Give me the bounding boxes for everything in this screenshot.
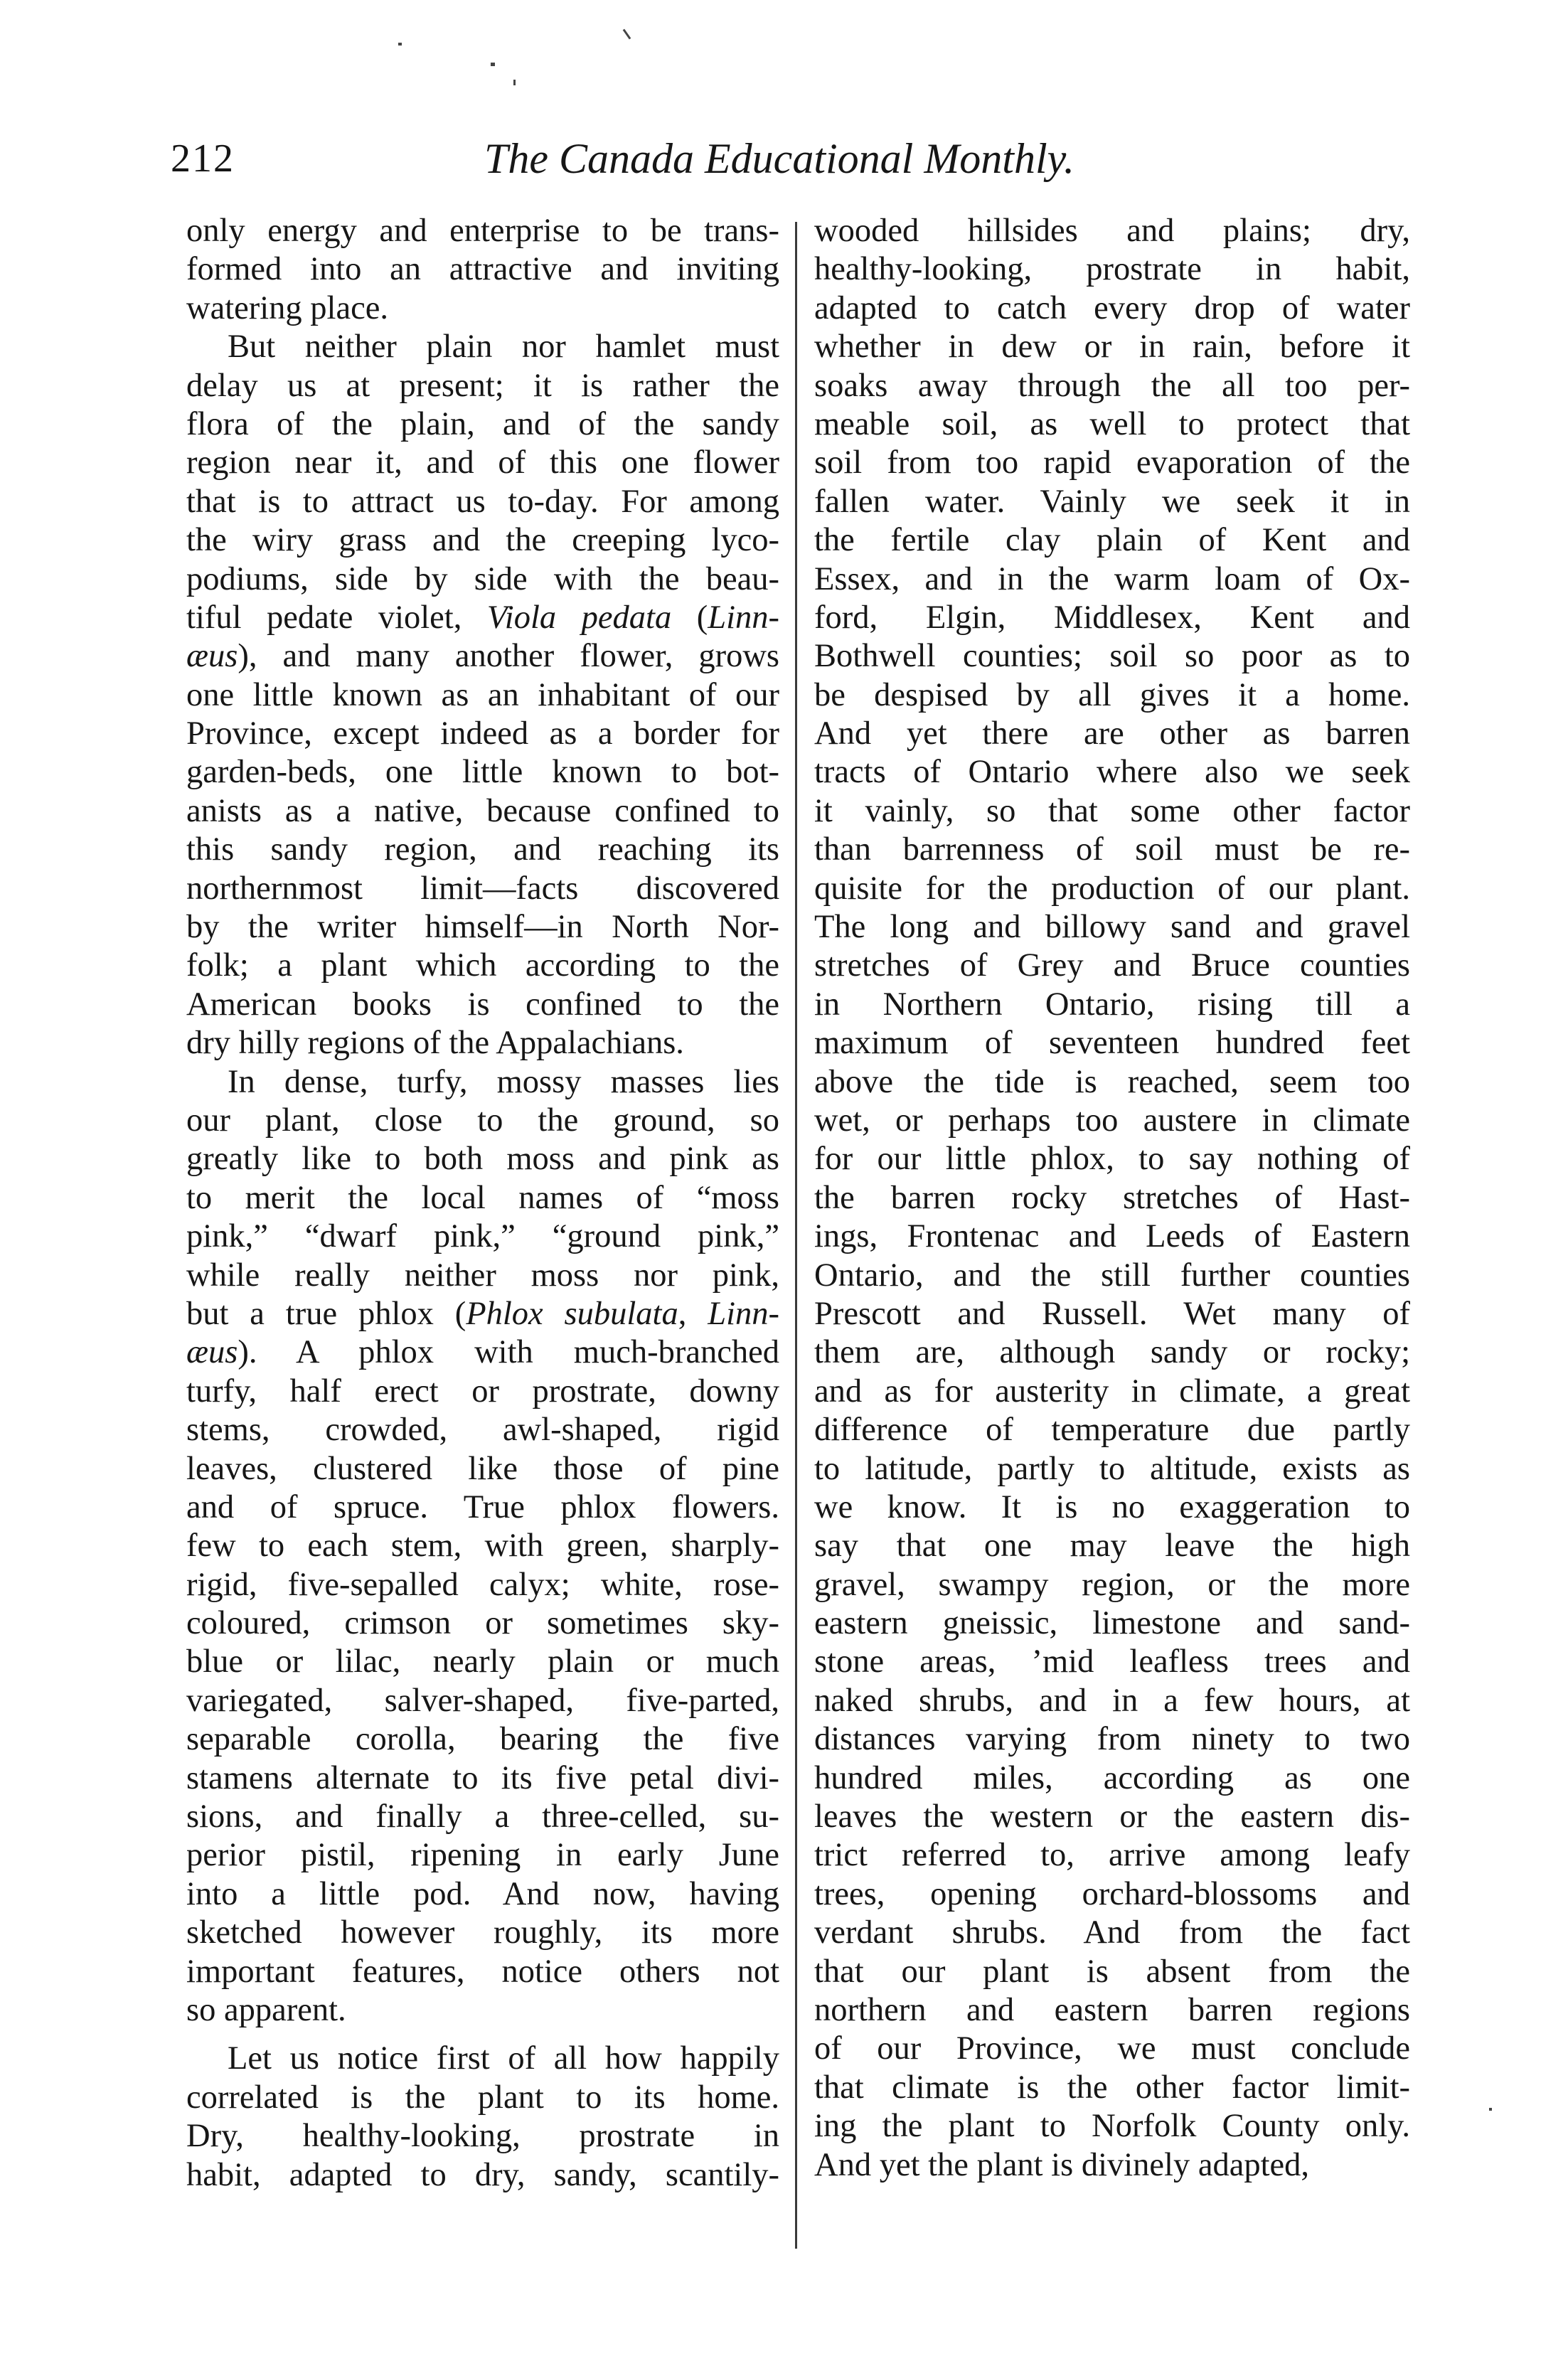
left-column-text-line: anists as a native, because confined to: [186, 792, 779, 829]
left-column-text-line: coloured, crimson or sometimes sky-: [186, 1605, 779, 1642]
scan-speck: [623, 29, 631, 40]
right-column-text-line: whether in dew or in rain, before it: [814, 329, 1410, 366]
left-column-text-line: æus), and many another flower, grows: [186, 638, 779, 675]
left-column-text-line: greatly like to both moss and pink as: [186, 1141, 779, 1178]
left-column-text-line: stamens alternate to its five petal divi-: [186, 1759, 779, 1796]
right-column-text-line: trict referred to, arrive among leafy: [814, 1837, 1410, 1874]
left-column-text-line: the wiry grass and the creeping lyco-: [186, 522, 779, 559]
left-column-text-line: habit, adapted to dry, sandy, scantily-: [186, 2156, 779, 2193]
right-column-text-line: them are, although sandy or rocky;: [814, 1334, 1410, 1371]
left-column-text-line: Let us notice first of all how happily: [228, 2040, 779, 2077]
left-column-text-line: into a little pod. And now, having: [186, 1875, 779, 1912]
right-column-text-line: it vainly, so that some other factor: [814, 792, 1410, 829]
left-column-text-line: pink,” “dwarf pink,” “ground pink,”: [186, 1218, 779, 1255]
column-divider: [795, 222, 797, 2249]
right-column-text-line: And yet there are other as barren: [814, 715, 1410, 752]
right-column-text-line: ings, Frontenac and Leeds of Eastern: [814, 1218, 1410, 1255]
left-column-text-line: garden-beds, one little known to bot-: [186, 754, 779, 791]
right-column-text-line: and as for austerity in climate, a great: [814, 1373, 1410, 1410]
right-column-text-line: maximum of seventeen hundred feet: [814, 1025, 1410, 1062]
left-column-text-line: important features, notice others not: [186, 1953, 779, 1990]
left-column-text-line: rigid, five-sepalled calyx; white, rose-: [186, 1566, 779, 1603]
right-column-text-line: ing the plant to Norfolk County only.: [814, 2108, 1410, 2145]
left-column-text-line: Province, except indeed as a border for: [186, 715, 779, 752]
scan-speck: [1489, 2108, 1492, 2111]
right-column-text-line: ford, Elgin, Middlesex, Kent and: [814, 599, 1410, 636]
right-column-text-line: Prescott and Russell. Wet many of: [814, 1295, 1410, 1332]
left-column-text-line: by the writer himself—in North Nor-: [186, 909, 779, 946]
left-column-text-line: formed into an attractive and inviting: [186, 251, 779, 288]
left-column-text-line: region near it, and of this one flower: [186, 444, 779, 481]
right-column-text-line: Essex, and in the warm loam of Ox-: [814, 560, 1410, 597]
left-column-text-line: one little known as an inhabitant of our: [186, 676, 779, 713]
running-title: The Canada Educational Monthly.: [484, 135, 1074, 182]
left-column-text-line: turfy, half erect or prostrate, downy: [186, 1373, 779, 1410]
right-column-text-line: hundred miles, according as one: [814, 1759, 1410, 1796]
right-column-text-line: adapted to catch every drop of water: [814, 289, 1410, 326]
left-column-text-line: to merit the local names of “moss: [186, 1179, 779, 1216]
left-column-text-line: few to each stem, with green, sharply-: [186, 1528, 779, 1565]
right-column-text-line: trees, opening orchard-blossoms and: [814, 1875, 1410, 1912]
right-column-text-line: stretches of Grey and Bruce counties: [814, 947, 1410, 984]
right-column-text-line: above the tide is reached, seem too: [814, 1063, 1410, 1100]
right-column-text-line: that our plant is absent from the: [814, 1953, 1410, 1990]
scan-speck: [398, 43, 402, 46]
scan-speck: [513, 80, 516, 85]
scan-speck: [491, 63, 495, 66]
right-column-text-line: the fertile clay plain of Kent and: [814, 522, 1410, 559]
left-column-text-line: æus). A phlox with much-branched: [186, 1334, 779, 1371]
right-column-text-line: the barren rocky stretches of Hast-: [814, 1179, 1410, 1216]
right-column-text-line: wet, or perhaps too austere in climate: [814, 1102, 1410, 1139]
right-column-text-line: say that one may leave the high: [814, 1528, 1410, 1565]
left-column-text-line: American books is confined to the: [186, 986, 779, 1023]
left-column-text-line: delay us at present; it is rather the: [186, 367, 779, 404]
right-column-text-line: Bothwell counties; soil so poor as to: [814, 638, 1410, 675]
right-column-text-line: soaks away through the all too per-: [814, 367, 1410, 404]
right-column-text-line: Ontario, and the still further counties: [814, 1257, 1410, 1294]
left-column-text-line: In dense, turfy, mossy masses lies: [228, 1063, 779, 1100]
left-column-text-line: perior pistil, ripening in early June: [186, 1837, 779, 1874]
left-column-text-line: tiful pedate violet, Viola pedata (Linn-: [186, 599, 779, 636]
right-column-text-line: gravel, swampy region, or the more: [814, 1566, 1410, 1603]
left-column-text-line: flora of the plain, and of the sandy: [186, 405, 779, 442]
right-column-text-line: verdant shrubs. And from the fact: [814, 1914, 1410, 1951]
left-column-text-line: while really neither moss nor pink,: [186, 1257, 779, 1294]
left-column-text-line: sions, and finally a three-celled, su-: [186, 1799, 779, 1835]
right-column-text-line: in Northern Ontario, rising till a: [814, 986, 1410, 1023]
right-column-text-line: difference of temperature due partly: [814, 1412, 1410, 1449]
right-column-text-line: meable soil, as well to protect that: [814, 405, 1410, 442]
right-column-text-line: than barrenness of soil must be re-: [814, 831, 1410, 868]
right-column-text-line: The long and billowy sand and gravel: [814, 909, 1410, 946]
right-column-text-line: wooded hillsides and plains; dry,: [814, 213, 1410, 249]
left-column-text-line: variegated, salver-shaped, five-parted,: [186, 1682, 779, 1719]
right-column-text-line: quisite for the production of our plant.: [814, 870, 1410, 907]
left-column-text-line: but a true phlox (Phlox subulata, Linn-: [186, 1295, 779, 1332]
right-column-text-line: soil from too rapid evaporation of the: [814, 444, 1410, 481]
left-column-text-line: But neither plain nor hamlet must: [228, 329, 779, 366]
right-column-text-line: And yet the plant is divinely adapted,: [814, 2146, 1310, 2183]
right-column-text-line: for our little phlox, to say nothing of: [814, 1141, 1410, 1178]
left-column-text-line: podiums, side by side with the beau-: [186, 560, 779, 597]
right-column-text-line: we know. It is no exaggeration to: [814, 1488, 1410, 1525]
left-column-text-line: our plant, close to the ground, so: [186, 1102, 779, 1139]
right-column-text-line: that climate is the other factor limit-: [814, 2069, 1410, 2106]
left-column-text-line: folk; a plant which according to the: [186, 947, 779, 984]
right-column-text-line: be despised by all gives it a home.: [814, 676, 1410, 713]
left-text-column: [186, 212, 779, 2246]
left-column-text-line: leaves, clustered like those of pine: [186, 1450, 779, 1487]
right-column-text-line: of our Province, we must conclude: [814, 2030, 1410, 2067]
right-column-text-line: tracts of Ontario where also we seek: [814, 754, 1410, 791]
left-column-text-line: blue or lilac, nearly plain or much: [186, 1643, 779, 1680]
left-column-text-line: this sandy region, and reaching its: [186, 831, 779, 868]
left-column-text-line: that is to attract us to-day. For among: [186, 483, 779, 520]
right-column-text-line: eastern gneissic, limestone and sand-: [814, 1605, 1410, 1642]
left-column-text-line: watering place.: [186, 289, 389, 326]
left-column-text-line: northernmost limit—facts discovered: [186, 870, 779, 907]
right-column-text-line: fallen water. Vainly we seek it in: [814, 483, 1410, 520]
left-column-text-line: Dry, healthy-looking, prostrate in: [186, 2118, 779, 2155]
page-header: [171, 127, 1388, 191]
right-column-text-line: healthy-looking, prostrate in habit,: [814, 251, 1410, 288]
left-column-text-line: only energy and enterprise to be trans-: [186, 213, 779, 249]
left-column-text-line: and of spruce. True phlox flowers.: [186, 1488, 779, 1525]
left-column-text-line: stems, crowded, awl-shaped, rigid: [186, 1412, 779, 1449]
left-column-text-line: separable corolla, bearing the five: [186, 1721, 779, 1758]
right-text-column: [814, 212, 1410, 2246]
page-number: 212: [171, 137, 235, 181]
left-column-text-line: dry hilly regions of the Appalachians.: [186, 1025, 684, 1062]
right-column-text-line: distances varying from ninety to two: [814, 1721, 1410, 1758]
right-column-text-line: to latitude, partly to altitude, exists as: [814, 1450, 1410, 1487]
right-column-text-line: naked shrubs, and in a few hours, at: [814, 1682, 1410, 1719]
left-column-text-line: correlated is the plant to its home.: [186, 2079, 779, 2116]
right-column-text-line: leaves the western or the eastern dis-: [814, 1799, 1410, 1835]
right-column-text-line: stone areas, ’mid leafless trees and: [814, 1643, 1410, 1680]
left-column-text-line: so apparent.: [186, 1991, 346, 2028]
left-column-text-line: sketched however roughly, its more: [186, 1914, 779, 1951]
right-column-text-line: northern and eastern barren regions: [814, 1991, 1410, 2028]
